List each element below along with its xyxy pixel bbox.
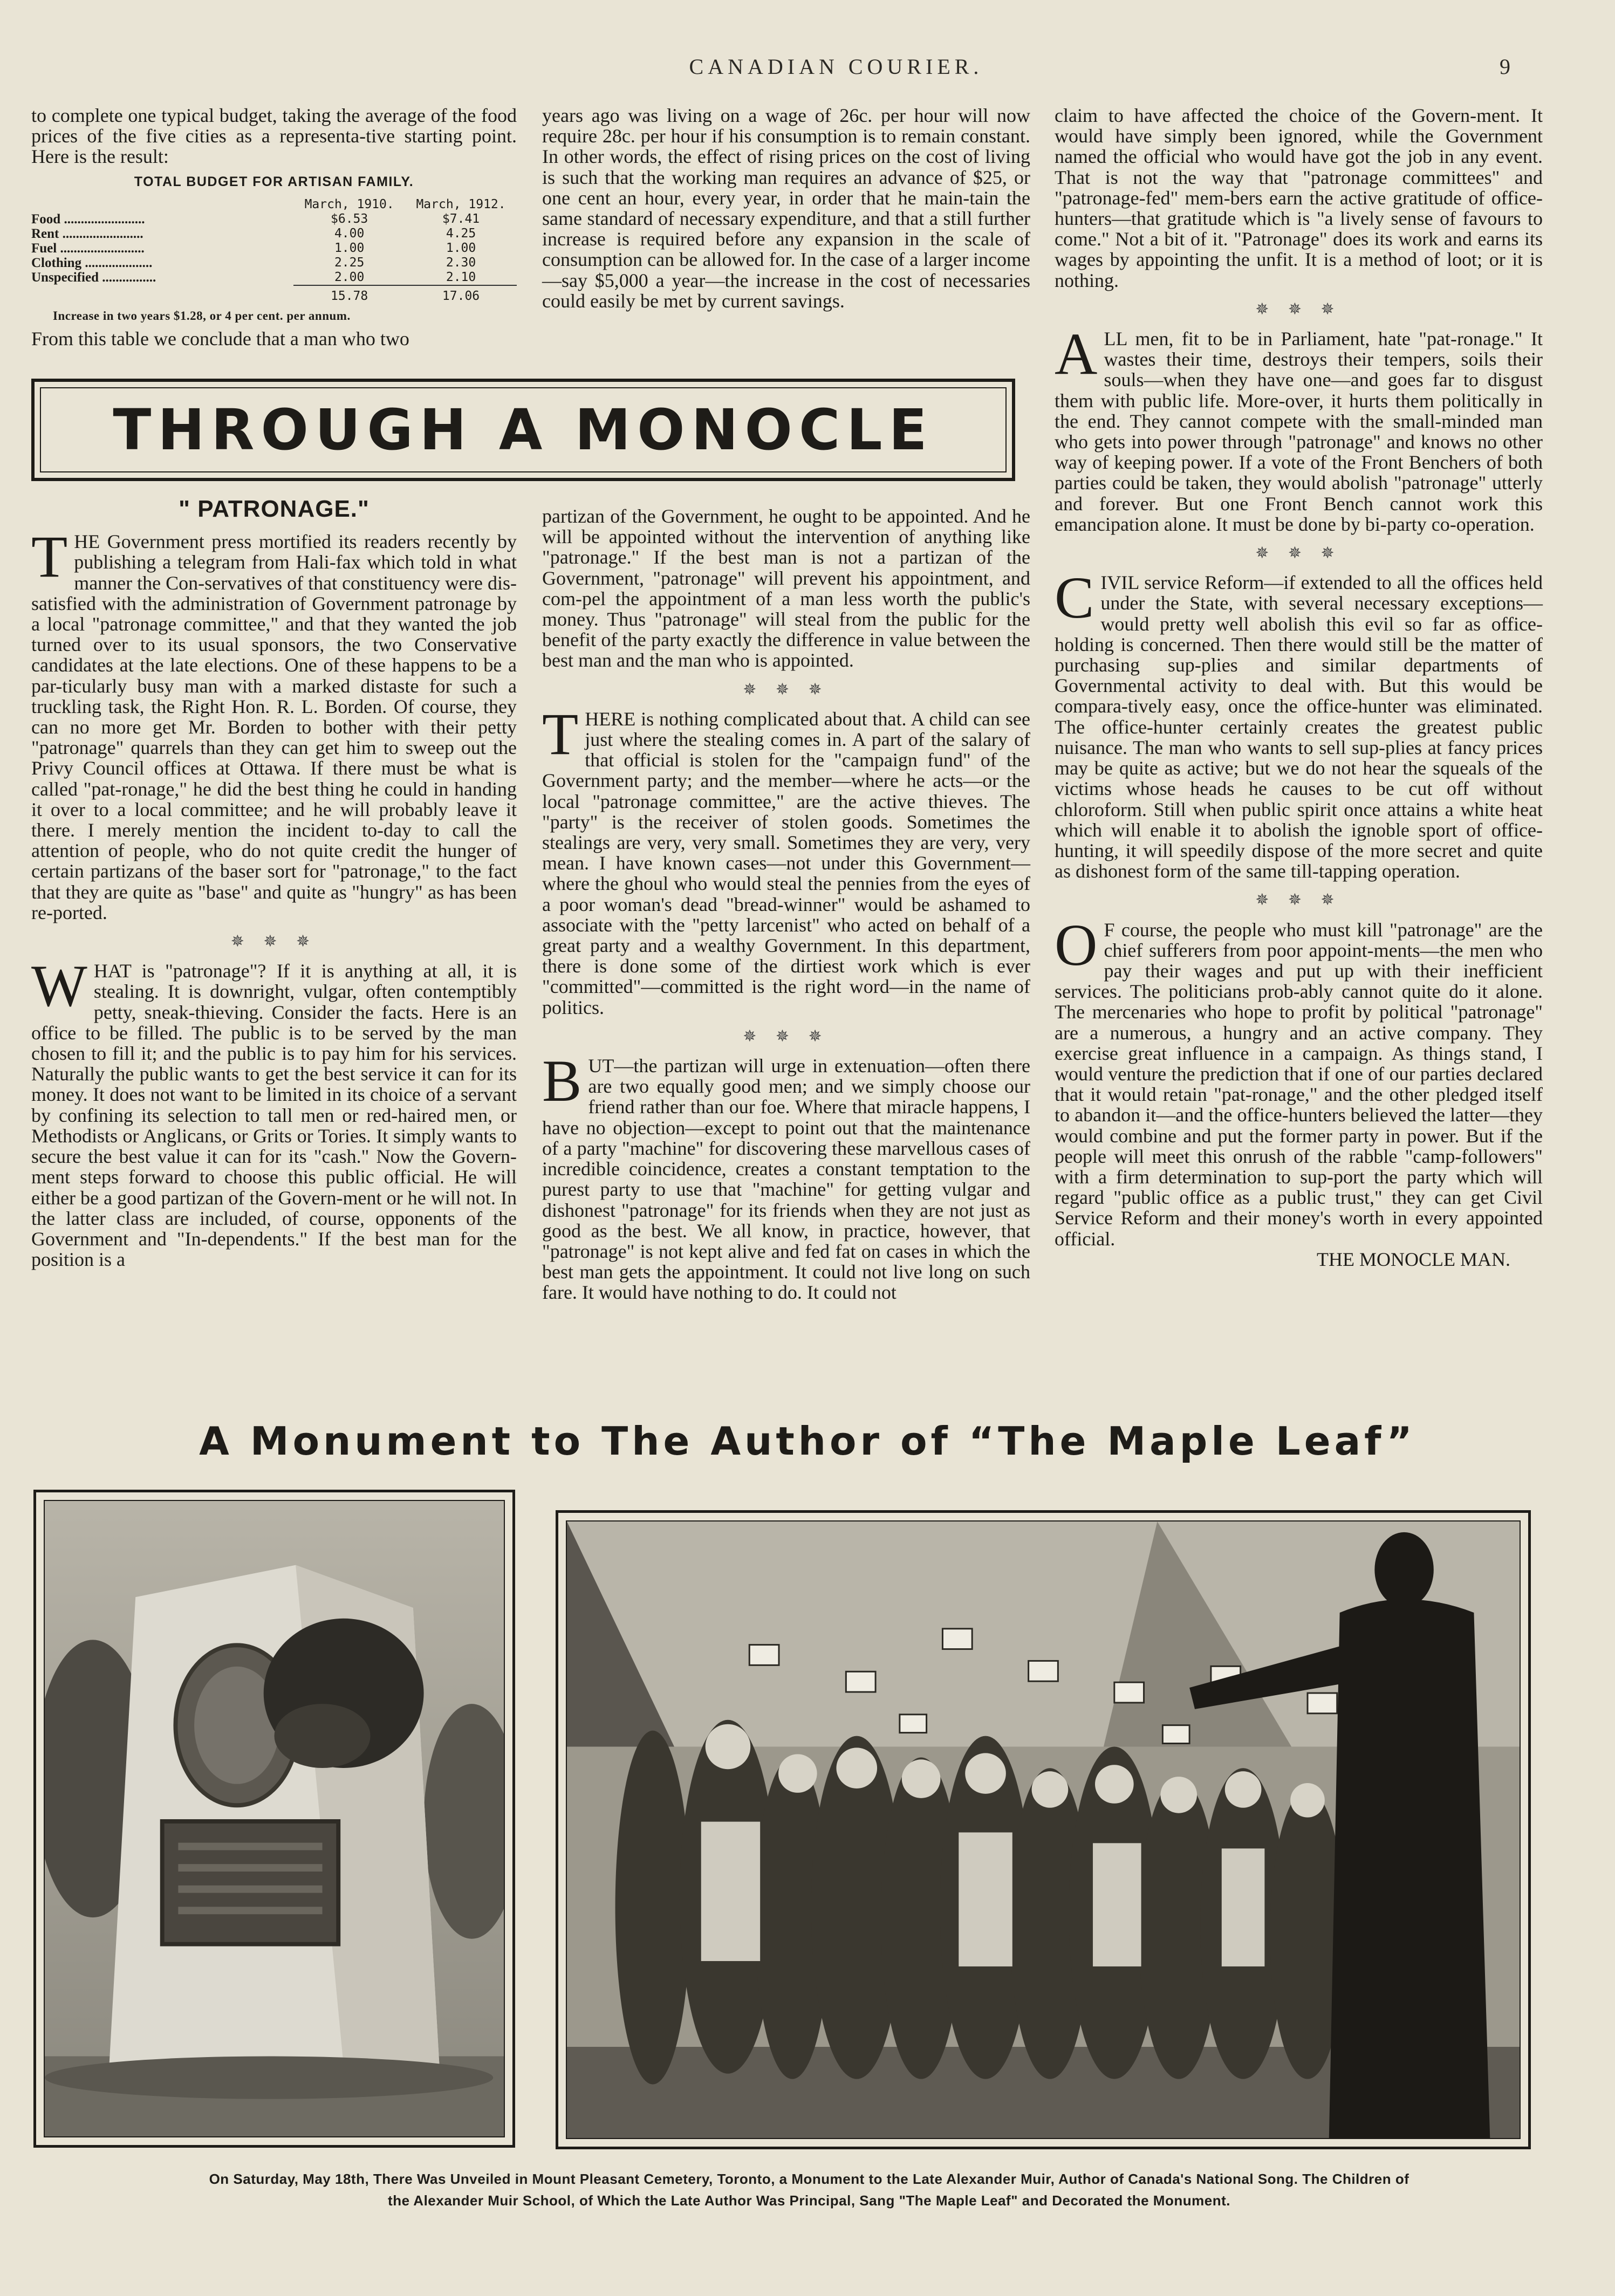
top-column-2 — [542, 105, 1030, 311]
budget-cell: 1.00 — [446, 241, 476, 255]
budget-col-1910: March, 1910. — [304, 197, 394, 211]
article-column-1 — [31, 496, 517, 1271]
budget-cell: 4.00 — [334, 226, 365, 241]
budget-note: Increase in two years $1.28, or 4 per cent. per annum. — [53, 309, 351, 323]
budget-cell: 2.30 — [446, 255, 476, 270]
drop-cap: B — [542, 1048, 582, 1114]
article-paragraph: CIVIL service Reform—if extended to all the offices held under the State, with several necessary exceptions—would pretty well abolish this evil so far as office-holding is concerned. Then there would still be the matter of purchasing sup-plies and similar departments of Governmental activity to deal with. But this would be compara-tively easy, once the office-hunter was eliminated. The office-hunter certainly creates the greatest public nuisance. The man who wants to sell sup-plies at fancy prices may be quite as active; but we do not hear the squeals of the victims whose heads he causes to be cut off without chloroform. Still when public spirit once attains a white heat which will enable it to abolish the ignoble sport of office-hunting, it will speedily dispose of the more secret and quite as dishonest form of the same till-tapping operation. — [1055, 565, 1543, 882]
section-ornament: ✵ ✵ ✵ — [743, 1027, 830, 1045]
section-ornament: ✵ ✵ ✵ — [1255, 544, 1342, 563]
budget-row-label: Unspecified — [31, 270, 99, 285]
budget-total-1912: 17.06 — [405, 285, 517, 304]
monument-photo-frame — [44, 1500, 505, 2137]
budget-row-label: Fuel — [31, 241, 57, 256]
monument-title: A Monument to The Author of “The Maple Leaf” — [199, 1418, 1416, 1464]
drop-cap: A — [1055, 321, 1098, 387]
article-paragraph: ALL men, fit to be in Parliament, hate "pat-ronage." It wastes their time, destroys their tempers, soils their souls—when they have one—and goes far to disgust them with public life. More-over, it hurts them politically in the end. They cannot compete with the small-minded man who gets into power through "patronage" and knows no other way of keeping power. If a vote of the Front Benchers of both parties could be taken, they would abolish "patronage" utterly and forever. But one Front Bench cannot work this emancipation alone. It must be done by bi-party co-operation. — [1055, 321, 1543, 535]
banner-title: THROUGH A MONOCLE — [113, 397, 934, 463]
budget-row-label: Clothing — [31, 255, 82, 270]
drop-cap: O — [1055, 911, 1098, 978]
budget-row-label: Rent — [31, 226, 59, 241]
budget-row-label: Food — [31, 211, 61, 227]
article-paragraph: BUT—the partizan will urge in extenuation—often there are two equally good men; and we simply choose our friend rather than our foe. Where that miracle happens, I have no objection—except to point out that the maintenance of a party "machine" for discovering these marvellous cases of incredible coincidence, creates a constant temptation to the purest party to use that "machine" for getting vulgar and dishonest "patronage" for its friends when they are not just as good as the best. We all know, in practice, however, that "patronage" is not kept alive and fed fat on cases in which the best man gets the appointment. It could not live long on such fare. It would have nothing to do. It could not — [542, 1048, 1030, 1304]
budget-cell: 2.25 — [334, 255, 365, 270]
section-ornament: ✵ ✵ ✵ — [230, 933, 318, 951]
children-singing-illustration — [567, 1521, 1520, 2138]
table-row: Clothing .................... 2.25 2.30 — [31, 256, 517, 270]
children-photo — [556, 1510, 1531, 2149]
drop-cap: W — [31, 953, 87, 1019]
section-ornament: ✵ ✵ ✵ — [1255, 300, 1342, 318]
inscription-plaque — [162, 1821, 339, 1944]
budget-table — [31, 197, 517, 304]
budget-cell: 1.00 — [334, 241, 365, 255]
drop-cap: T — [542, 701, 579, 767]
article-paragraph: THERE is nothing complicated about that. A child can see just where the stealing comes in. A part of the salary of that official is stolen for the "campaign fund" of the Government party; and the member—where he acts—or the local "patronage committee," are the active thieves. The "party" is the receiver of stolen goods. Sometimes the stealings are very, very small. Sometimes they are very, very mean. I have known cases—not under this Government—where the ghoul who would steal the pennies from the eyes of a poor woman's dead "bread-winner" would be ashamed to associate with the "petty larcenist" who acted on behalf of a great party and a wealthy Government. In this department, there is done some of the dirtiest work which is ever "committed"—committed is the right word—in the name of politics. — [542, 701, 1030, 1018]
page-number: 9 — [1500, 54, 1510, 79]
monument-illustration — [45, 1501, 504, 2136]
budget-col-1912: March, 1912. — [416, 197, 506, 211]
drop-cap: T — [31, 524, 68, 590]
top-column-3 — [1055, 105, 1543, 1270]
budget-cell: $7.41 — [442, 211, 480, 226]
table-row: Food ........................ $6.53 $7.41 — [31, 212, 517, 227]
budget-title: TOTAL BUDGET FOR ARTISAN FAMILY. — [134, 174, 414, 189]
top-column-1 — [31, 105, 517, 349]
article-column-2 — [542, 506, 1030, 1303]
article-subtitle: " PATRONAGE." — [179, 496, 369, 522]
photo-caption — [49, 2168, 1570, 2211]
table-row: Unspecified ................ 2.00 2.10 — [31, 270, 517, 285]
caption-line-2: the Alexander Muir School, of Which the Late Author Was Principal, Sang "The Maple Leaf" and Decorated the Monument. — [388, 2192, 1230, 2209]
budget-cell: $6.53 — [331, 211, 368, 226]
budget-intro: to complete one typical budget, taking the average of the food prices of the five cities as a representa-tive starting point. Here is the result: — [31, 105, 517, 168]
monument-photo — [33, 1490, 515, 2148]
budget-cell: 4.25 — [446, 226, 476, 241]
article-paragraph: partizan of the Government, he ought to be appointed. And he will be appointed without the intervention of anything like "patronage." If the best man is not a partizan of the Government, "patronage" will prevent his appointment, and com-pel the appointment of a man less worth the public's money. Thus "patronage" will steal from the public for the benefit of the party exactly the difference in value between the best man and the man who is appointed. — [542, 505, 1030, 671]
budget-cell: 2.00 — [334, 270, 365, 284]
article-paragraph: THE Government press mortified its readers recently by publishing a telegram from Hali-fax which told in what manner the Con-servatives of that constituency were dis-satisfied with the administration of Government patronage by a local "patronage committee," and that they wanted the job turned over to its usual sponsors, the two Conservative candidates at the late elections. One of these happens to be a par-ticularly busy man with a marked distaste for such a truckling task, the Right Hon. R. L. Borden. Of course, they can no more get Mr. Borden to bother with their petty "patronage" quarrels than they can get him to sweep out the Privy Council offices at Ottawa. If there must be what is called "pat-ronage," he did the best thing he could in handing it over to a local committee; and he will probably leave it there. I merely mention the incident to-day to call the attention of people, who do not quite credit the hunger of certain partizans of the baser sort for "patronage," to the fact that they are quite as "base" and quite as "hungry" as has been re-ported. — [31, 524, 517, 923]
banner-frame — [40, 387, 1007, 472]
govt-claim-paragraph: claim to have affected the choice of the Govern-ment. It would have simply been ignored, while the Government named the official who would have got the job in any event. That is not the way that "patronage committees" and "patronage-fed" mem-bers earn the active gratitude of office-hunters—that gratitude which is "a lively sense of favours to come." Not a bit of it. "Patronage" does its work and earns its wages by appointing the unfit. It is a method of loot; or it is nothing. — [1055, 105, 1543, 291]
caption-line-1: On Saturday, May 18th, There Was Unveiled in Mount Pleasant Cemetery, Toronto, a Monument to the Late Alexander Muir, Author of Canada's National Song. The Children of — [209, 2171, 1409, 2187]
magazine-header: CANADIAN COURIER. — [689, 54, 983, 79]
budget-header-row — [31, 197, 517, 212]
table-row: Rent ........................ 4.00 4.25 — [31, 227, 517, 241]
drop-cap: C — [1055, 565, 1094, 631]
signature: THE MONOCLE MAN. — [1317, 1248, 1510, 1270]
budget-cell: 2.10 — [446, 270, 476, 284]
article-paragraph: O F course, the people who must kill "patronage" are the chief sufferers from poor appoint-ments—the men who pay their wages and put up with their inefficient services. The politicians prob-ably cannot quite do it alone. The mercenaries who hope to profit by political "patronage" are a numerous, a hungry and an active company. They exercise great influence in a campaign. As things stand, I would venture the prediction that if one of our parties declared that it would retain "pat-ronage," and the other pledged itself to abandon it—and the office-hunters believed the latter—they would combine and put the former party in power. But if the people will meet this onrush of the rabble "camp-followers" with a firm determination to sup-port the party which will regard "public office as a public trust," they can get Civil Service Reform and their money's worth in every appointed official. — [1055, 911, 1543, 1250]
budget-conclusion: From this table we conclude that a man who two — [31, 328, 409, 350]
budget-total-1910: 15.78 — [293, 285, 405, 304]
article-paragraph: WHAT is "patronage"? If it is anything at all, it is stealing. It is downright, vulgar, often contemptibly petty, sneak-thieving. Consider the facts. Here is an office to be filled. The public is to be served by the man chosen to fill it; and the public is to pay him for his services. Naturally the public wants to get the best service it can for its money. It does not want to be limited in its choice of a servant by confining its selection to tall men or red-haired men, or Methodists or Anglicans, or Grits or Tories. It simply wants to secure the best value it can for its "cash." Now the Govern-ment steps forward to choose this public official. He will either be a good partizan of the Govern-ment or he will not. In the latter class are included, of course, opponents of the Government and "In-dependents." If the best man for the position is a — [31, 953, 517, 1271]
children-photo-frame — [566, 1520, 1521, 2139]
table-row: Fuel ......................... 1.00 1.00 — [31, 241, 517, 256]
section-ornament: ✵ ✵ ✵ — [1255, 891, 1342, 909]
column-banner — [31, 379, 1015, 481]
wage-paragraph: years ago was living on a wage of 26c. per hour will now require 28c. per hour if his consumption is to remain constant. In other words, the effect of rising prices on the cost of living is such that the working man requires an advance of $25, or one cent an hour, every year, in order that he main-tain the same standard of necessary expenditure, and that a still further increase is required before any expansion in the scale of consumption can be allowed for. In the case of a larger income—say $5,000 a year—the increase in the cost of necessaries could easily be met by current savings. — [542, 105, 1030, 312]
section-ornament: ✵ ✵ ✵ — [743, 680, 830, 698]
budget-total-row — [31, 285, 517, 304]
